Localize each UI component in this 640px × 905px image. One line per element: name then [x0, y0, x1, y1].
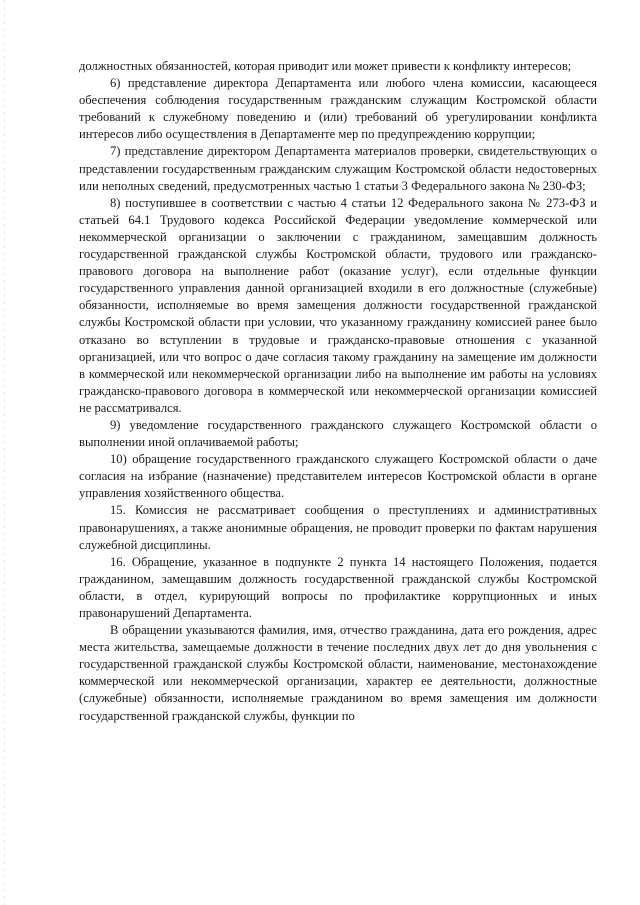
paragraph-item-9: 9) уведомление государственного гражданского служащего Костромской области о выполнении иной оплачиваемой работы;	[79, 417, 597, 450]
paragraph-clause-15: 15. Комиссия не рассматривает сообщения о преступлениях и административных правонарушениях, а также анонимные обращения, не проводит проверки по фактам нарушения служебной дисциплины.	[79, 503, 597, 552]
paragraph-item-7: 7) представление директором Департамента материалов проверки, свидетельствующих о представлении государственным гражданским служащим Костромской области недостоверных или неполных сведений, предусмотренных частью 1 статьи 3 Федерального закона № 230-ФЗ;	[79, 144, 597, 193]
paragraph-clause-16: 16. Обращение, указанное в подпункте 2 пункта 14 настоящего Положения, подается гражданином, замещавшим должность государственной гражданской службы Костромской области, в отдел, курирующий вопросы по профилактике коррупционных и иных правонарушений Департамента.	[79, 554, 597, 620]
paragraph-appeal-contents: В обращении указываются фамилия, имя, отчество гражданина, дата его рождения, адрес места жительства, замещаемые должности в течение последних двух лет до дня увольнения с государственной гражданской службы Костромской области, наименование, местонахождение коммерческой или некоммерческой организации, характер ее деятельности, должностные (служебные) обязанности, исполняемые гражданином во время замещения им должности государственной гражданской службы, функции по	[79, 623, 597, 723]
paragraph-continuation: должностных обязанностей, которая приводит или может привести к конфликту интересов;	[79, 59, 572, 73]
paragraph-item-10: 10) обращение государственного гражданского служащего Костромской области о даче согласия на избрание (назначение) представителем интересов Костромской области в органе управления хозяйственного общества.	[79, 452, 597, 501]
paragraph-item-8: 8) поступившее в соответствии с частью 4 статьи 12 Федерального закона № 273-ФЗ и статьей 64.1 Трудового кодекса Российской Федерации уведомление коммерческой или некоммерческой организации о заключении с гражданином, замещавшим должность государственной гражданской службы Костромской области, трудового или гражданско-правового договора на выполнение работ (оказание услуг), если отдельные функции государственного управления данной организацией входили в его должностные (служебные) обязанности, исполняемые во время замещения должности государственной гражданской службы Костромской области при условии, что указанному гражданину комиссией ранее было отказано во вступлении в трудовые и гражданско-правовые отношения с указанной организацией, или что вопрос о даче согласия такому гражданину на замещение им должности в коммерческой или некоммерческой организации либо на выполнение им работы на условиях гражданско-правового договора в коммерческой или некоммерческой организации комиссией не рассматривался.	[79, 195, 597, 415]
document-body	[79, 58, 597, 725]
scan-edge-artifact	[4, 0, 5, 905]
paragraph-item-6: 6) представление директора Департамента или любого члена комиссии, касающееся обеспечения соблюдения государственным гражданским служащим Костромской области требований к служебному поведению и (или) требований об урегулировании конфликта интересов либо осуществления в Департаменте мер по предупреждению коррупции;	[79, 76, 597, 142]
